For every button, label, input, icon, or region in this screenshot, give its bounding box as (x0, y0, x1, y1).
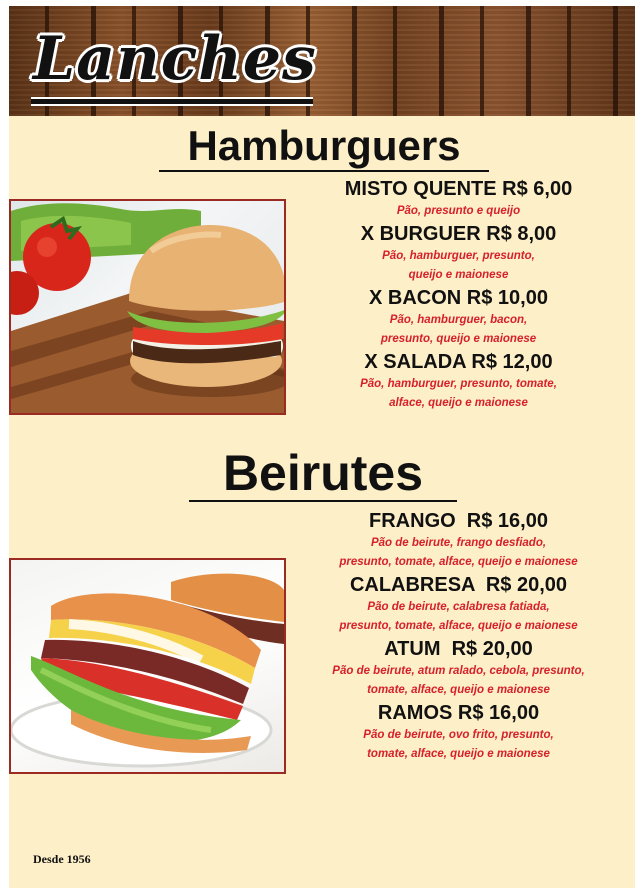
hamburger-illustration (11, 201, 284, 413)
menu-item (282, 221, 635, 285)
item-description: presunto, tomate, alface, queijo e maionese (339, 556, 578, 568)
item-description: tomate, alface, queijo e maionese (367, 748, 550, 760)
section-title-beirutes (189, 444, 457, 502)
item-name-price: X SALADA R$ 12,00 (364, 351, 553, 373)
beirute-illustration (11, 560, 284, 772)
item-description: presunto, queijo e maionese (380, 333, 537, 345)
item-name-price: X BURGUER R$ 8,00 (360, 223, 557, 245)
item-name-price: X BACON R$ 10,00 (369, 287, 548, 309)
footer-since: Desde 1956 (33, 852, 91, 866)
item-description: Pão de beirute, ovo frito, presunto, (363, 729, 554, 741)
menu-item (282, 508, 635, 572)
item-description: Pão, presunto e queijo (396, 205, 521, 217)
banner-title: Lanches (33, 24, 317, 94)
item-description: alface, queijo e maionese (389, 397, 528, 409)
banner-title-underline (31, 97, 313, 106)
item-name-price: ATUM R$ 20,00 (384, 638, 533, 660)
item-description: presunto, tomate, alface, queijo e maionese (339, 620, 578, 632)
item-description: Pão, hamburguer, presunto, (382, 250, 535, 262)
item-description: Pão de beirute, atum ralado, cebola, presunto, (332, 665, 585, 677)
beirute-photo (9, 558, 286, 774)
section-title-beirutes-text: Beirutes (222, 445, 424, 501)
section-title-hamburguers-text: Hamburguers (187, 122, 461, 169)
item-description: Pão, hamburguer, presunto, tomate, (360, 378, 557, 390)
menu-item (282, 176, 635, 221)
menu-page (9, 6, 635, 888)
menu-item (282, 349, 635, 413)
hamburguers-list (282, 176, 635, 413)
menu-item (282, 636, 635, 700)
item-description: Pão de beirute, frango desfiado, (370, 537, 547, 549)
section-title-underline (159, 170, 489, 172)
item-name-price: CALABRESA R$ 20,00 (349, 574, 568, 596)
menu-item (282, 285, 635, 349)
item-description: Pão, hamburguer, bacon, (389, 314, 528, 326)
item-name-price: MISTO QUENTE R$ 6,00 (344, 178, 573, 200)
item-name-price: FRANGO R$ 16,00 (369, 510, 548, 532)
item-name-price: RAMOS R$ 16,00 (377, 702, 540, 724)
hamburger-photo (9, 199, 286, 415)
beirutes-list (282, 508, 635, 764)
item-description: queijo e maionese (408, 269, 509, 281)
wood-banner (9, 6, 635, 116)
menu-item (282, 572, 635, 636)
menu-item (282, 700, 635, 764)
section-title-hamburguers (159, 120, 489, 172)
item-description: tomate, alface, queijo e maionese (367, 684, 550, 696)
item-description: Pão de beirute, calabresa fatiada, (367, 601, 550, 613)
